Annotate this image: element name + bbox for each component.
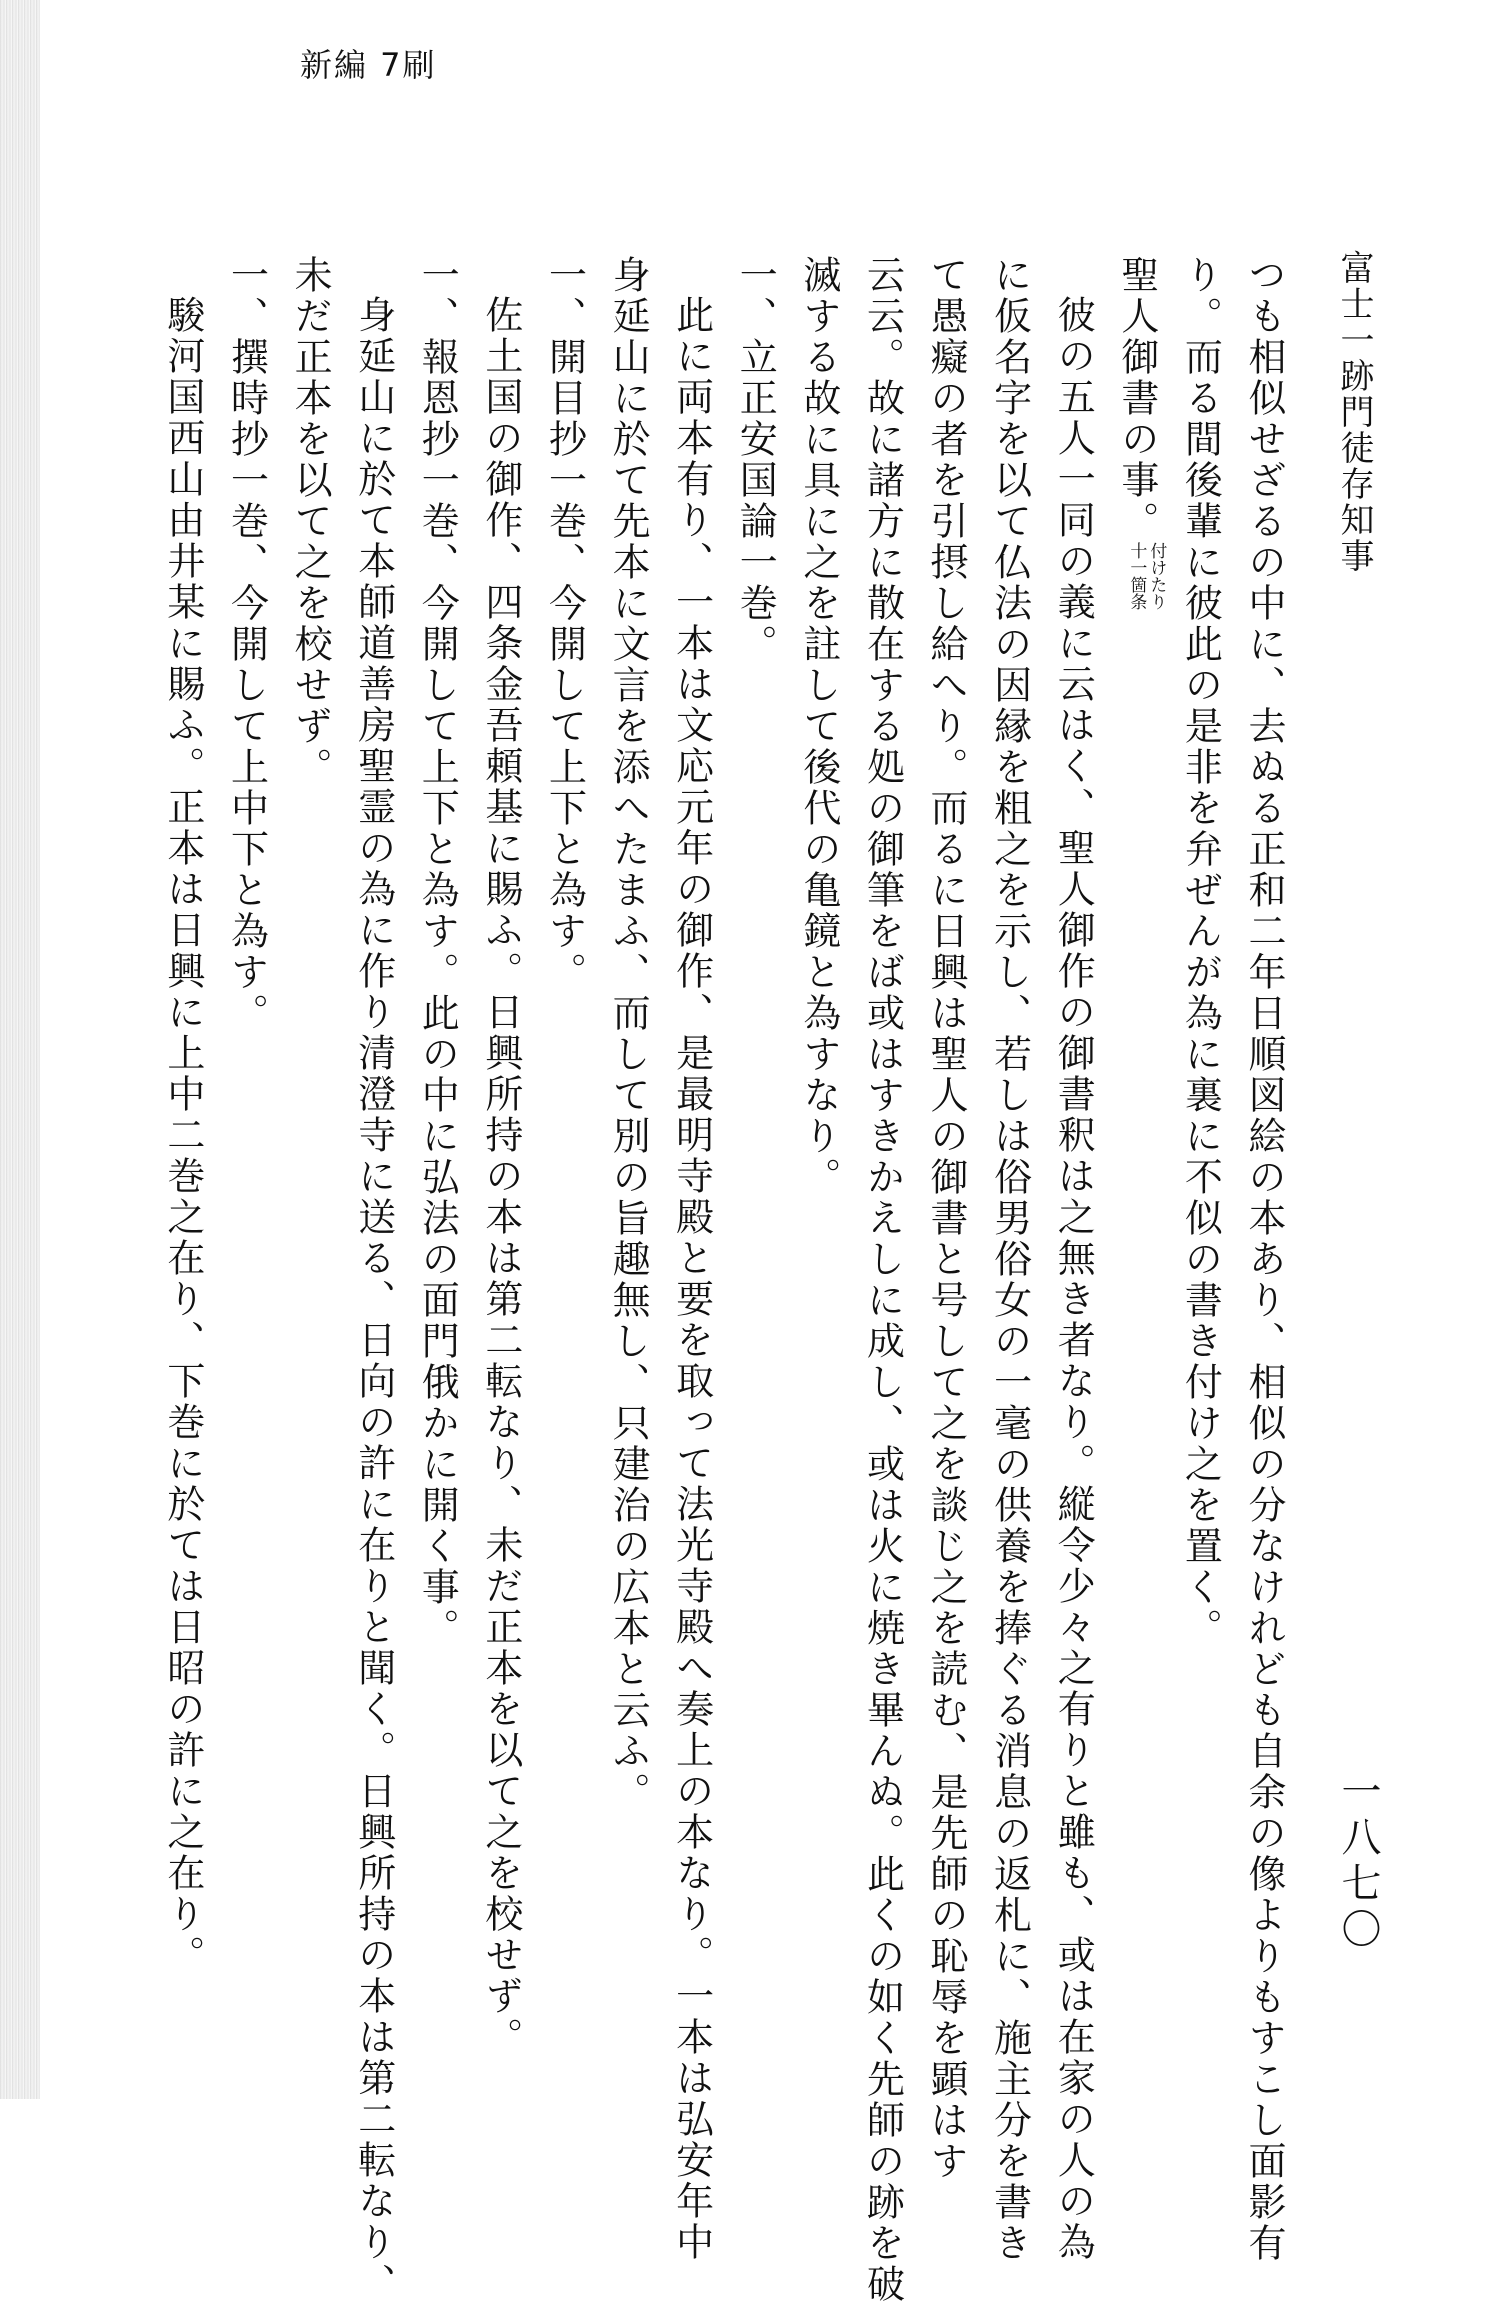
text-line: に仮名字を以て仏法の因縁を粗之を示し、若しは俗男俗女の一毫の供養を捧ぐる消息の返札に、施主分を書き: [987, 255, 1032, 2264]
text-line-heading: [1104, 255, 1168, 1855]
section-heading: 一、立正安国論一巻。: [733, 255, 778, 665]
section-heading: 一、開目抄一巻、今開して上下と為す。: [542, 255, 587, 993]
text-line: 佐土国の御作、四条金吾頼基に賜ふ。日興所持の本は第二転なり、未だ正本を以て之を校せず。: [478, 295, 523, 2058]
page-number: 一八七〇: [1335, 1770, 1381, 1954]
text-line: 此に両本有り、一本は文応元年の御作、是最明寺殿と要を取って法光寺殿へ奏上の本なり。一本は弘安年中: [669, 295, 714, 2263]
text-line: 滅する故に具に之を註して後代の亀鏡と為すなり。: [796, 255, 841, 1198]
text-line: 云云。故に諸方に散在する処の御筆をば或はすきかえしに成し、或は火に焼き畢んぬ。此くの如く先師の跡を破: [860, 255, 905, 2305]
scan-gutter: [0, 0, 40, 2099]
text-line: り。而る間後輩に彼此の是非を弁ぜんが為に裏に不似の書き付け之を置く。: [1178, 255, 1223, 1649]
text-line: 未だ正本を以て之を校せず。: [288, 255, 333, 788]
vertical-body-text: [150, 255, 1295, 2305]
warichu-line-a: 付けたり: [1146, 542, 1167, 610]
warichu-note: [1126, 542, 1166, 610]
edition-label: 新編 7刷: [300, 46, 437, 84]
running-head: 富士一跡門徒存知事: [1334, 250, 1374, 574]
text-line: て愚癡の者を引摂し給へり。而るに日興は聖人の御書と号して之を談じ之を読む、是先師の恥辱を顕はす: [924, 255, 969, 2182]
text-line: 駿河国西山由井某に賜ふ。正本は日興に上中二巻之在り、下巻に於ては日昭の許に之在り。: [160, 295, 205, 1976]
text-line: つも相似せざるの中に、去ぬる正和二年日順図絵の本あり、相似の分なけれども自余の像よりもすこし面影有: [1242, 255, 1286, 2264]
section-heading: 一、報恩抄一巻、今開して上下と為す。此の中に弘法の面門俄かに開く事。: [415, 255, 460, 1649]
heading-text: 聖人御書の事。: [1114, 255, 1159, 542]
text-line: 身延山に於て先本に文言を添へたまふ、而して別の旨趣無し、只建治の広本と云ふ。: [606, 255, 651, 1813]
section-heading: 一、撰時抄一巻、今開して上中下と為す。: [224, 255, 269, 1034]
text-line: 身延山に於て本師道善房聖霊の為に作り清澄寺に送る、日向の許に在りと聞く。日興所持の本は第二転なり、: [351, 295, 396, 2304]
text-line: 彼の五人一同の義に云はく、聖人御作の御書釈は之無き者なり。縦令少々之有りと雖も、或は在家の人の為: [1051, 295, 1096, 2263]
warichu-line-b: 十一箇条: [1126, 542, 1147, 610]
